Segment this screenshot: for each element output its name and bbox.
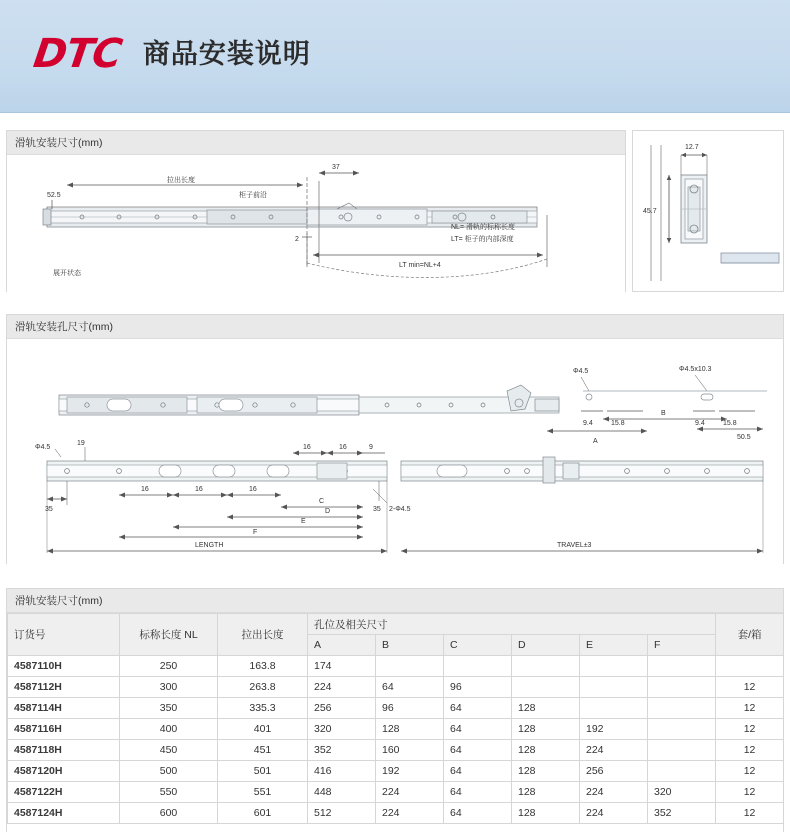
cell-d: 128 xyxy=(512,740,580,761)
cell-f xyxy=(648,740,716,761)
dim-16-1: 16 xyxy=(141,486,149,493)
cell-nl: 600 xyxy=(120,803,218,824)
cell-d: 128 xyxy=(512,803,580,824)
dim-phi-4-5-b: Φ4.5 xyxy=(35,444,51,451)
dim-16-2: 16 xyxy=(195,486,203,493)
cell-a: 174 xyxy=(308,656,376,677)
th-col-a: A xyxy=(308,635,376,656)
install-dimensions-drawing xyxy=(7,155,625,292)
cell-a: 224 xyxy=(308,677,376,698)
dim-letter-b: B xyxy=(661,410,666,417)
dim-9: 9 xyxy=(369,444,373,451)
dim-letter-a: A xyxy=(593,438,598,445)
table-row xyxy=(8,782,784,803)
install-dimensions-title: 滑轨安装尺寸(mm) xyxy=(15,137,103,149)
cell-e: 224 xyxy=(580,803,648,824)
cell-order-no: 4587110H xyxy=(8,656,120,677)
hole-dimensions-drawing xyxy=(7,339,783,564)
label-pull-out-length: 拉出长度 xyxy=(167,177,195,184)
cell-e: 192 xyxy=(580,719,648,740)
label-length: LENGTH xyxy=(195,542,224,549)
cell-f: 352 xyxy=(648,803,716,824)
cell-pull: 163.8 xyxy=(218,656,308,677)
section-view-drawing xyxy=(633,131,783,291)
th-col-e: E xyxy=(580,635,648,656)
cell-pull: 335.3 xyxy=(218,698,308,719)
label-travel: TRAVEL±3 xyxy=(557,542,592,549)
cell-pack: 12 xyxy=(716,698,784,719)
th-order-no: 订货号 xyxy=(8,614,120,656)
spec-table-body xyxy=(7,613,783,832)
hole-dimensions-title: 滑轨安装孔尺寸(mm) xyxy=(15,321,113,333)
th-nominal-length: 标称长度 NL xyxy=(120,614,218,656)
dim-19: 19 xyxy=(77,440,85,447)
cell-a: 320 xyxy=(308,719,376,740)
dim-45-7: 45.7 xyxy=(643,208,657,215)
cell-e xyxy=(580,677,648,698)
section-view-panel xyxy=(632,130,784,292)
cell-b: 96 xyxy=(376,698,444,719)
dim-letter-d: D xyxy=(325,508,331,515)
dim-37: 37 xyxy=(332,164,340,171)
cell-c: 64 xyxy=(444,719,512,740)
spec-table-title: 滑轨安装尺寸(mm) xyxy=(15,595,103,607)
cross-section-drawing xyxy=(633,131,783,291)
dim-9-4-b: 9.4 xyxy=(695,420,705,427)
dim-52-5: 52.5 xyxy=(47,192,61,199)
cell-order-no: 4587124H xyxy=(8,803,120,824)
hole-dimensions-panel xyxy=(6,314,784,564)
cell-e: 256 xyxy=(580,761,648,782)
slide-elevation-drawing xyxy=(7,155,625,291)
th-pull-out-length: 拉出长度 xyxy=(218,614,308,656)
cell-e: 224 xyxy=(580,782,648,803)
dim-16-4: 16 xyxy=(303,444,311,451)
table-header-row-1 xyxy=(8,614,784,635)
cell-nl: 300 xyxy=(120,677,218,698)
cell-b xyxy=(376,656,444,677)
dim-2: 2 xyxy=(295,236,299,243)
cell-pull: 263.8 xyxy=(218,677,308,698)
dim-9-4-a: 9.4 xyxy=(583,420,593,427)
cell-pack: 12 xyxy=(716,803,784,824)
cell-d: 128 xyxy=(512,761,580,782)
spec-table-title-bar xyxy=(7,589,783,613)
cell-nl: 250 xyxy=(120,656,218,677)
cell-e xyxy=(580,656,648,677)
cell-nl: 550 xyxy=(120,782,218,803)
table-row xyxy=(8,761,784,782)
spec-table-body-rows xyxy=(8,656,784,824)
page-title: 商品安装说明 xyxy=(142,38,311,70)
cell-order-no: 4587112H xyxy=(8,677,120,698)
cell-c: 64 xyxy=(444,740,512,761)
cell-b: 192 xyxy=(376,761,444,782)
cell-pack: 12 xyxy=(716,782,784,803)
cell-order-no: 4587120H xyxy=(8,761,120,782)
cell-c: 64 xyxy=(444,803,512,824)
table-row xyxy=(8,698,784,719)
table-row xyxy=(8,803,784,824)
cell-pack xyxy=(716,656,784,677)
cell-c: 64 xyxy=(444,761,512,782)
table-row xyxy=(8,719,784,740)
cell-f xyxy=(648,719,716,740)
cell-pack: 12 xyxy=(716,719,784,740)
cell-pull: 401 xyxy=(218,719,308,740)
dim-35-right: 35 xyxy=(373,506,381,513)
note-lt: LT= 柜子的内部深度 xyxy=(451,236,514,243)
dim-12-7: 12.7 xyxy=(685,144,699,151)
dim-50-5: 50.5 xyxy=(737,434,751,441)
cell-pull: 451 xyxy=(218,740,308,761)
cell-b: 64 xyxy=(376,677,444,698)
cell-pull: 551 xyxy=(218,782,308,803)
cell-d: 128 xyxy=(512,719,580,740)
dim-16-3: 16 xyxy=(249,486,257,493)
install-dimensions-panel xyxy=(6,130,626,292)
cell-d: 128 xyxy=(512,782,580,803)
install-dimensions-title-bar xyxy=(7,131,625,155)
page-header xyxy=(0,0,790,113)
cell-b: 128 xyxy=(376,719,444,740)
cell-e xyxy=(580,698,648,719)
cell-nl: 500 xyxy=(120,761,218,782)
cell-nl: 450 xyxy=(120,740,218,761)
th-col-d: D xyxy=(512,635,580,656)
dim-15-8-a: 15.8 xyxy=(611,420,625,427)
dim-phi-4-5-a: Φ4.5 xyxy=(573,368,589,375)
th-col-b: B xyxy=(376,635,444,656)
cell-f xyxy=(648,761,716,782)
slide-hole-layout-drawing xyxy=(7,339,783,563)
cell-a: 512 xyxy=(308,803,376,824)
label-expanded-state: 展开状态 xyxy=(53,270,81,277)
cell-b: 224 xyxy=(376,803,444,824)
dim-letter-f: F xyxy=(253,529,258,536)
note-nl: NL= 滑轨的标称长度 xyxy=(451,224,515,231)
dim-phi-4-5x10-3: Φ4.5x10.3 xyxy=(679,366,712,373)
dim-35-left: 35 xyxy=(45,506,53,513)
spec-table xyxy=(7,613,784,824)
cell-c xyxy=(444,656,512,677)
cell-a: 352 xyxy=(308,740,376,761)
cell-f: 320 xyxy=(648,782,716,803)
cell-a: 256 xyxy=(308,698,376,719)
cell-f xyxy=(648,656,716,677)
cell-d xyxy=(512,677,580,698)
cell-e: 224 xyxy=(580,740,648,761)
cell-c: 64 xyxy=(444,782,512,803)
label-lt-min: LT min=NL+4 xyxy=(399,262,441,269)
cell-nl: 400 xyxy=(120,719,218,740)
cell-order-no: 4587122H xyxy=(8,782,120,803)
label-cabinet-front: 柜子前沿 xyxy=(239,192,267,199)
header-content xyxy=(30,31,311,77)
cell-a: 448 xyxy=(308,782,376,803)
cell-d xyxy=(512,656,580,677)
dim-16-5: 16 xyxy=(339,444,347,451)
dim-15-8-b: 15.8 xyxy=(723,420,737,427)
dtc-logo: DTC xyxy=(30,31,125,77)
table-row xyxy=(8,740,784,761)
dim-letter-e: E xyxy=(301,518,306,525)
cell-c: 96 xyxy=(444,677,512,698)
cell-c: 64 xyxy=(444,698,512,719)
cell-f xyxy=(648,677,716,698)
dim-letter-c: C xyxy=(319,498,325,505)
cell-pack: 12 xyxy=(716,677,784,698)
cell-b: 160 xyxy=(376,740,444,761)
cell-order-no: 4587118H xyxy=(8,740,120,761)
cell-order-no: 4587116H xyxy=(8,719,120,740)
th-col-f: F xyxy=(648,635,716,656)
th-hole-group: 孔位及相关尺寸 xyxy=(308,614,716,635)
hole-dimensions-title-bar xyxy=(7,315,783,339)
cell-a: 416 xyxy=(308,761,376,782)
spec-table-panel xyxy=(6,588,784,832)
th-col-c: C xyxy=(444,635,512,656)
table-row xyxy=(8,656,784,677)
cell-pull: 501 xyxy=(218,761,308,782)
table-row xyxy=(8,677,784,698)
cell-nl: 350 xyxy=(120,698,218,719)
cell-order-no: 4587114H xyxy=(8,698,120,719)
cell-d: 128 xyxy=(512,698,580,719)
dim-2-phi-4-5: 2-Φ4.5 xyxy=(389,506,411,513)
th-pack: 套/箱 xyxy=(716,614,784,656)
cell-pack: 12 xyxy=(716,761,784,782)
cell-pull: 601 xyxy=(218,803,308,824)
cell-f xyxy=(648,698,716,719)
cell-pack: 12 xyxy=(716,740,784,761)
cell-b: 224 xyxy=(376,782,444,803)
